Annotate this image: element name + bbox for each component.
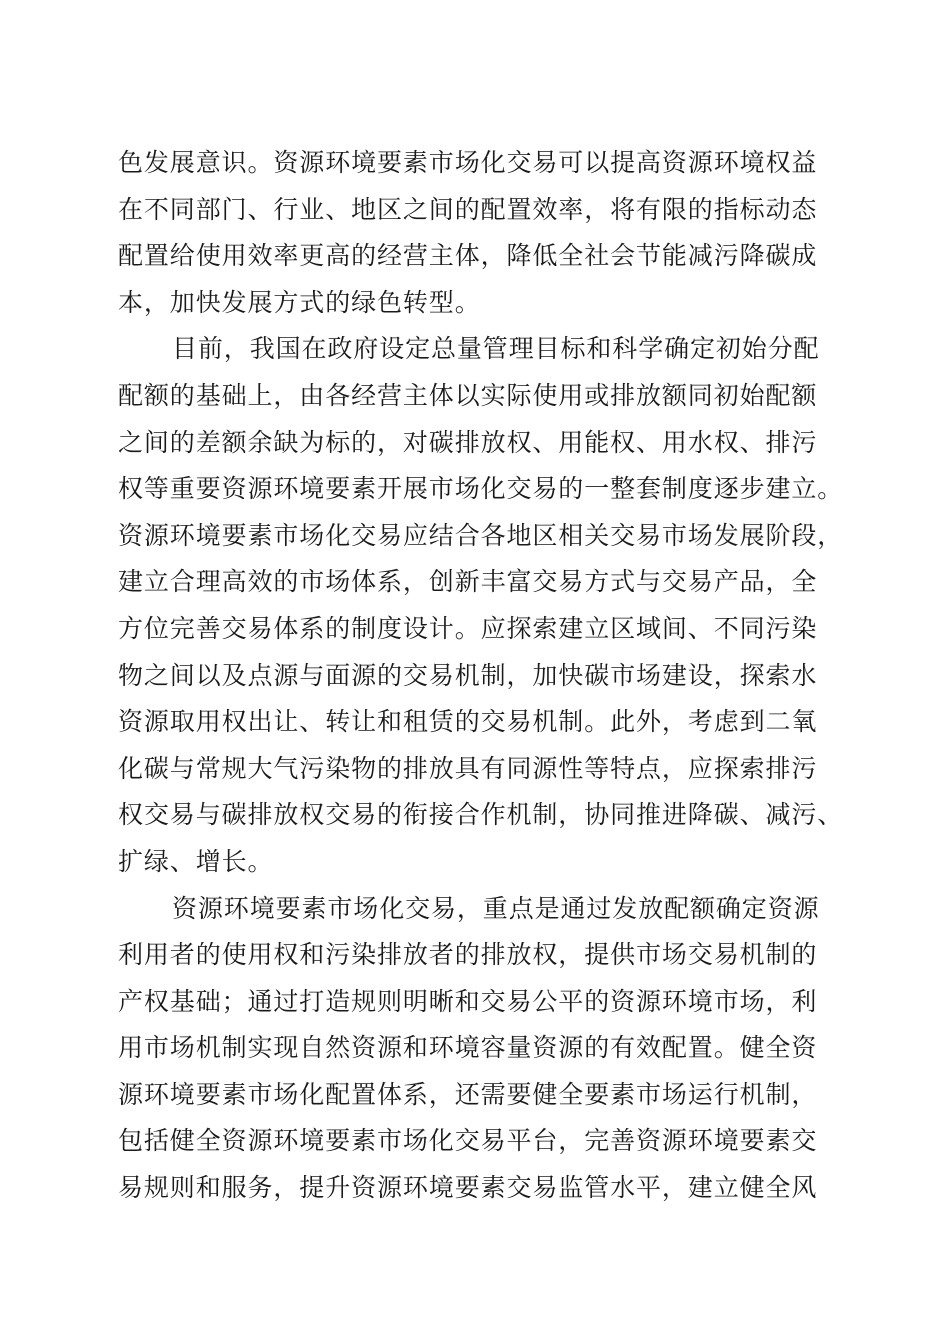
paragraph-1 [118, 140, 838, 326]
text-line: 配额的基础上，由各经营主体以实际使用或排放额同初始配额 [118, 380, 818, 410]
text-line: 权等重要资源环境要素开展市场化交易的一整套制度逐步建立。 [118, 474, 844, 504]
text-line: 之间的差额余缺为标的，对碳排放权、用能权、用水权、排污 [118, 427, 818, 457]
text-line: 方位完善交易体系的制度设计。应探索建立区域间、不同污染 [118, 613, 818, 643]
text-line: 扩绿、增长。 [118, 846, 274, 876]
text-line: 配置给使用效率更高的经营主体，降低全社会节能减污降碳成 [118, 241, 818, 271]
text-line: 源环境要素市场化配置体系，还需要健全要素市场运行机制， [118, 1079, 818, 1109]
paragraph-2 [118, 326, 844, 885]
paragraph-3 [118, 886, 838, 1212]
text-line: 资源取用权出让、转让和租赁的交易机制。此外，考虑到二氧 [118, 707, 818, 737]
text-line: 化碳与常规大气污染物的排放具有同源性等特点，应探索排污 [118, 753, 818, 783]
text-line: 在不同部门、行业、地区之间的配置效率，将有限的指标动态 [118, 194, 818, 224]
text-line: 建立合理高效的市场体系，创新丰富交易方式与交易产品，全 [118, 567, 818, 597]
text-line: 用市场机制实现自然资源和环境容量资源的有效配置。健全资 [118, 1033, 818, 1063]
text-line: 资源环境要素市场化交易应结合各地区相关交易市场发展阶段， [118, 520, 844, 550]
text-line: 利用者的使用权和污染排放者的排放权，提供市场交易机制的 [118, 940, 818, 970]
text-line: 易规则和服务，提升资源环境要素交易监管水平，建立健全风 [118, 1173, 818, 1203]
text-line: 目前，我国在政府设定总量管理目标和科学确定初始分配 [172, 334, 820, 364]
text-line: 本，加快发展方式的绿色转型。 [118, 287, 481, 317]
text-line: 包括健全资源环境要素市场化交易平台，完善资源环境要素交 [118, 1126, 818, 1156]
text-line: 资源环境要素市场化交易，重点是通过发放配额确定资源 [172, 893, 820, 923]
text-line: 物之间以及点源与面源的交易机制，加快碳市场建设，探索水 [118, 660, 818, 690]
text-line: 产权基础；通过打造规则明晰和交易公平的资源环境市场，利 [118, 986, 818, 1016]
text-line: 权交易与碳排放权交易的衔接合作机制，协同推进降碳、减污、 [118, 800, 844, 830]
text-line: 色发展意识。资源环境要素市场化交易可以提高资源环境权益 [118, 148, 818, 177]
document-body [118, 140, 844, 1212]
